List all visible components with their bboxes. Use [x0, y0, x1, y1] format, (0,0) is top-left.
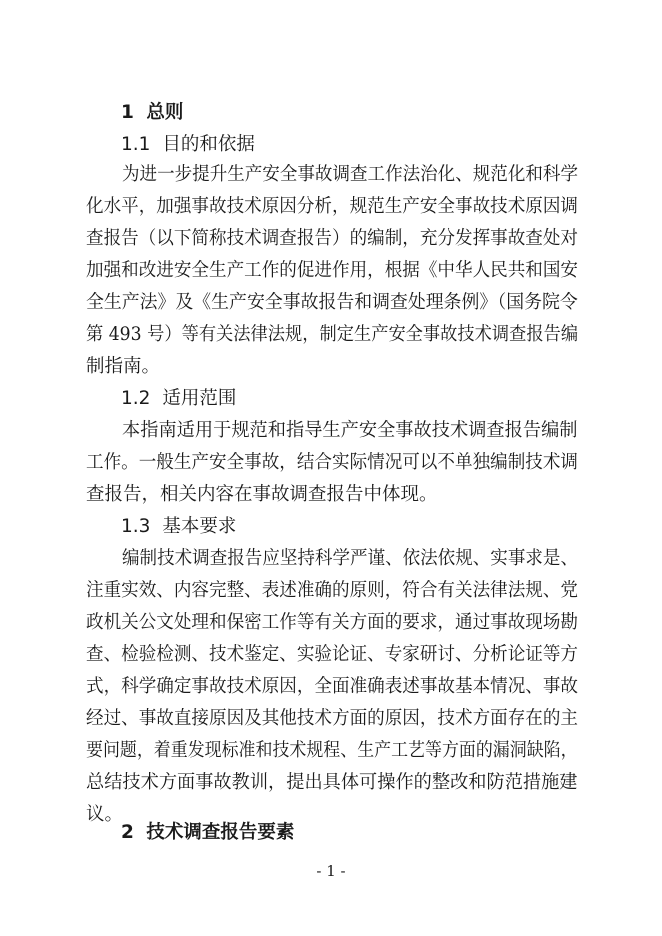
paragraph-line: 查、检验检测、技术鉴定、实验论证、专家研讨、分析论证等方 — [86, 644, 579, 665]
paragraph-line: 化水平，加强事故技术原因分析，规范生产安全事故技术原因调 — [86, 196, 579, 217]
paragraph-line: 式，科学确定事故技术原因，全面准确表述事故基本情况、事故 — [86, 676, 579, 697]
subsection-number: 1.1 — [121, 134, 151, 155]
section-number: 2 — [121, 822, 134, 843]
subsection-1-3-heading — [121, 515, 236, 539]
section-title: 技术调查报告要素 — [146, 822, 295, 843]
paragraph-line: 要问题，着重发现标准和技术规程、生产工艺等方面的漏洞缺陷， — [86, 740, 578, 761]
section-2-heading — [121, 821, 294, 845]
subsection-1-1-heading — [121, 133, 255, 157]
paragraph-line: 加强和改进安全生产工作的促进作用，根据《中华人民共和国安 — [86, 260, 579, 281]
paragraph-line: 为进一步提升生产安全事故调查工作法治化、规范化和科学 — [122, 164, 579, 185]
paragraph-line: 查报告（以下简称技术调查报告）的编制，充分发挥事故查处对 — [86, 228, 579, 249]
subsection-title: 目的和依据 — [162, 134, 255, 155]
subsection-1-2-heading — [121, 387, 236, 411]
subsection-title: 基本要求 — [162, 516, 237, 537]
paragraph-line: 总结技术方面事故教训，提出具体可操作的整改和防范措施建 — [86, 772, 578, 793]
paragraph-line: 本指南适用于规范和指导生产安全事故技术调查报告编制 — [122, 420, 578, 441]
subsection-title: 适用范围 — [162, 388, 237, 409]
paragraph-line: 经过、事故直接原因及其他技术方面的原因，技术方面存在的主 — [86, 708, 579, 729]
paragraph-line: 编制技术调查报告应坚持科学严谨、依法依规、实事求是、 — [122, 548, 579, 569]
subsection-number: 1.3 — [121, 516, 151, 537]
subsection-number: 1.2 — [121, 388, 151, 409]
paragraph-line: 注重实效、内容完整、表述准确的原则，符合有关法律法规、党 — [86, 580, 579, 601]
paragraph-line: 制指南。 — [86, 356, 161, 377]
paragraph-line: 政机关公文处理和保密工作等有关方面的要求，通过事故现场勘 — [86, 612, 579, 633]
section-1-heading — [121, 101, 183, 125]
page-number: - 1 - — [316, 862, 346, 880]
section-number: 1 — [121, 102, 134, 123]
section-title: 总则 — [146, 102, 184, 123]
paragraph-line: 查报告，相关内容在事故调查报告中体现。 — [86, 484, 438, 505]
paragraph-line: 议。 — [86, 804, 124, 825]
paragraph-line: 第 493 号）等有关法律法规，制定生产安全事故技术调查报告编 — [86, 324, 579, 345]
paragraph-line: 工作。一般生产安全事故，结合实际情况可以不单独编制技术调 — [86, 452, 579, 473]
paragraph-line: 全生产法》及《生产安全事故报告和调查处理条例》（国务院令 — [86, 292, 578, 313]
